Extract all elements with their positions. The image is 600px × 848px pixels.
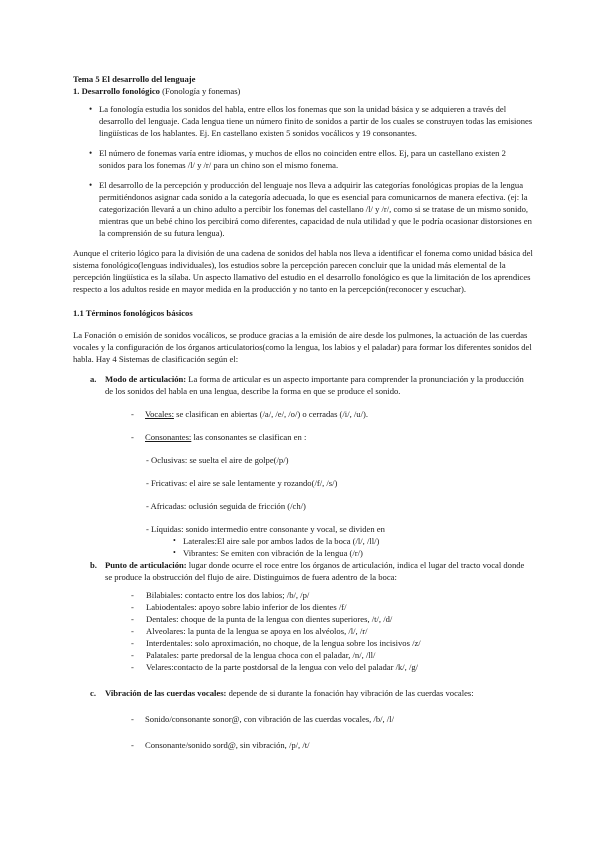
dash-marker: - <box>131 740 134 750</box>
liquidas-line: - Líquidas: sonido intermedio entre consonante y vocal, se dividen en <box>146 524 385 534</box>
item-c-vibracion <box>73 687 533 699</box>
vocales-line <box>73 408 533 420</box>
paragraph-syllable: Aunque el criterio lógico para la división de una cadena de sonidos del habla nos lleva a identificar el fonema como unidad básica del sistema fonológico(lenguas individuales), los estudios sobre la percepción parecen concluir que la unidad más elemental de la percepción lingüística es la sílaba. Un aspecto llamativo del estudio en el desarrollo fonológico es que la limitación de los aprendices respecto a los adultos reside en mayor medida en la producción y no tanto en la percepción(reconocer y escuchar). <box>73 248 533 294</box>
document-title: Tema 5 El desarrollo del lenguaje <box>73 74 196 84</box>
section-1-heading-rest: (Fonología y fonemas) <box>159 86 241 96</box>
oclusivas-line: - Oclusivas: se suelta el aire de golpe(/p/) <box>146 455 289 465</box>
sorda-line <box>73 739 533 751</box>
item-a-text: La forma de articular es un aspecto importante para comprender la pronunciación y la producción de los sonidos del habla en una lengua, describe la forma en que se produce el sonido. <box>105 374 524 396</box>
section-1-heading-bold: 1. Desarrollo fonológico <box>73 86 160 96</box>
liquidas-sublist <box>73 535 533 559</box>
punto-item-dentales: - Dentales: choque de la punta de la lengua con dientes superiores, /t/, /d/ <box>73 613 533 625</box>
item-a-modo-articulacion <box>73 373 533 397</box>
item-b-punto-articulacion <box>73 559 533 583</box>
intro-bullet: • La fonología estudia los sonidos del habla, entre ellos los fonemas que son la unidad básica y se adquieren a través del desarrollo del lenguaje. Cada lengua tiene un número finito de sonidos a partir de los cuales se construyen todas las emisiones lingüísticas de los hablantes. Ej. En castellano existen 5 sonidos vocálicos y 19 consonantes. <box>73 103 533 139</box>
document-page <box>73 73 533 751</box>
vibrantes-item: • Vibrantes: Se emiten con vibración de la lengua (/r/) <box>73 547 533 559</box>
intro-bullet-list <box>73 103 533 239</box>
dash-marker: - <box>131 409 134 419</box>
item-c-text: depende de si durante la fonación hay vibración de las cuerdas vocales: <box>226 688 474 698</box>
intro-bullet: • El número de fonemas varía entre idiomas, y muchos de ellos no coinciden entre ellos. Ej, para un castellano existen 2 sonidos para los fonemas /l/ y /r/ para un chino son el mismo fonema. <box>73 147 533 171</box>
sonora-text: Sonido/consonante sonor@, con vibración de las cuerdas vocales, /b/, /l/ <box>145 714 394 724</box>
vocales-text: se clasifican en abiertas (/a/, /e/, /o/) o cerradas (/i/, /u/). <box>173 409 368 419</box>
sorda-text: Consonante/sonido sord@, sin vibración, /p/, /t/ <box>145 740 310 750</box>
item-a-label: a. <box>90 374 97 384</box>
punto-item-palatales: - Palatales: parte predorsal de la lengua choca con el paladar, /n/, /ll/ <box>73 649 533 661</box>
consonantes-label: Consonantes: <box>145 432 192 442</box>
punto-item-labiodentales: - Labiodentales: apoyo sobre labio inferior de los dientes /f/ <box>73 601 533 613</box>
fricativas-line: - Fricativas: el aire se sale lentamente y rozando(/f/, /s/) <box>146 478 338 488</box>
item-b-text: lugar donde ocurre el roce entre los órganos de articulación, indica el lugar del tracto vocal donde se produce la obstrucción del flujo de aire. Distinguimos de fuera adentro de la boca: <box>105 560 525 582</box>
intro-bullet: • El desarrollo de la percepción y producción del lenguaje nos lleva a adquirir las categorías fonológicas propias de la lengua permitiéndonos asignar cada sonido a la categoría adecuada, lo que es esencial para comunicarnos de manera efectiva. (ej: la categorización llevará a un chino adulto a percibir los fonemas del castellano /l/ y /r/, como si se tratase de un mismo sonido, mientras que un bebé chino los percibirá como diferentes, capacidad de nula utilidad y que le podría ocasionar distorsiones en la comprensión de su futura lengua). <box>73 179 533 239</box>
consonantes-line <box>73 431 533 443</box>
paragraph-phonation: La Fonación o emisión de sonidos vocálicos, se produce gracias a la emisión de aire desde los pulmones, la actuación de las cuerdas vocales y la configuración de los órganos articulatorios(como la lengua, los labios y el paladar) para formar los diferentes sonidos del habla. Hay 4 Sistemas de clasificación según el: <box>73 330 532 364</box>
punto-item-velares: - Velares:contacto de la parte postdorsal de la lengua con velo del paladar /k/, /g/ <box>73 661 533 673</box>
laterales-item: • Laterales:El aire sale por ambos lados de la boca (/l/, /ll/) <box>73 535 533 547</box>
consonantes-text: las consonantes se clasifican en : <box>191 432 307 442</box>
punto-item-alveolares: - Alveolares: la punta de la lengua se apoya en los alvéolos, /l/, /r/ <box>73 625 533 637</box>
dash-marker: - <box>131 714 134 724</box>
africadas-line: - Africadas: oclusión seguida de fricción (/ch/) <box>146 501 306 511</box>
item-b-label: b. <box>90 560 97 570</box>
sonora-line <box>73 713 533 725</box>
item-c-heading: Vibración de las cuerdas vocales: <box>105 688 227 698</box>
item-c-label: c. <box>90 688 96 698</box>
punto-item-bilabiales: - Bilabiales: contacto entre los dos labios; /b/, /p/ <box>73 589 533 601</box>
section-1-heading <box>73 85 533 97</box>
item-a-heading: Modo de articulación: <box>105 374 187 384</box>
punto-articulacion-list <box>73 589 533 673</box>
vocales-label: Vocales: <box>145 409 174 419</box>
section-1-1-heading: 1.1 Términos fonológicos básicos <box>73 308 193 318</box>
punto-item-interdentales: - Interdentales: solo aproximación, no choque, de la lengua sobre los incisivos /z/ <box>73 637 533 649</box>
dash-marker: - <box>131 432 134 442</box>
item-b-heading: Punto de articulación: <box>105 560 187 570</box>
